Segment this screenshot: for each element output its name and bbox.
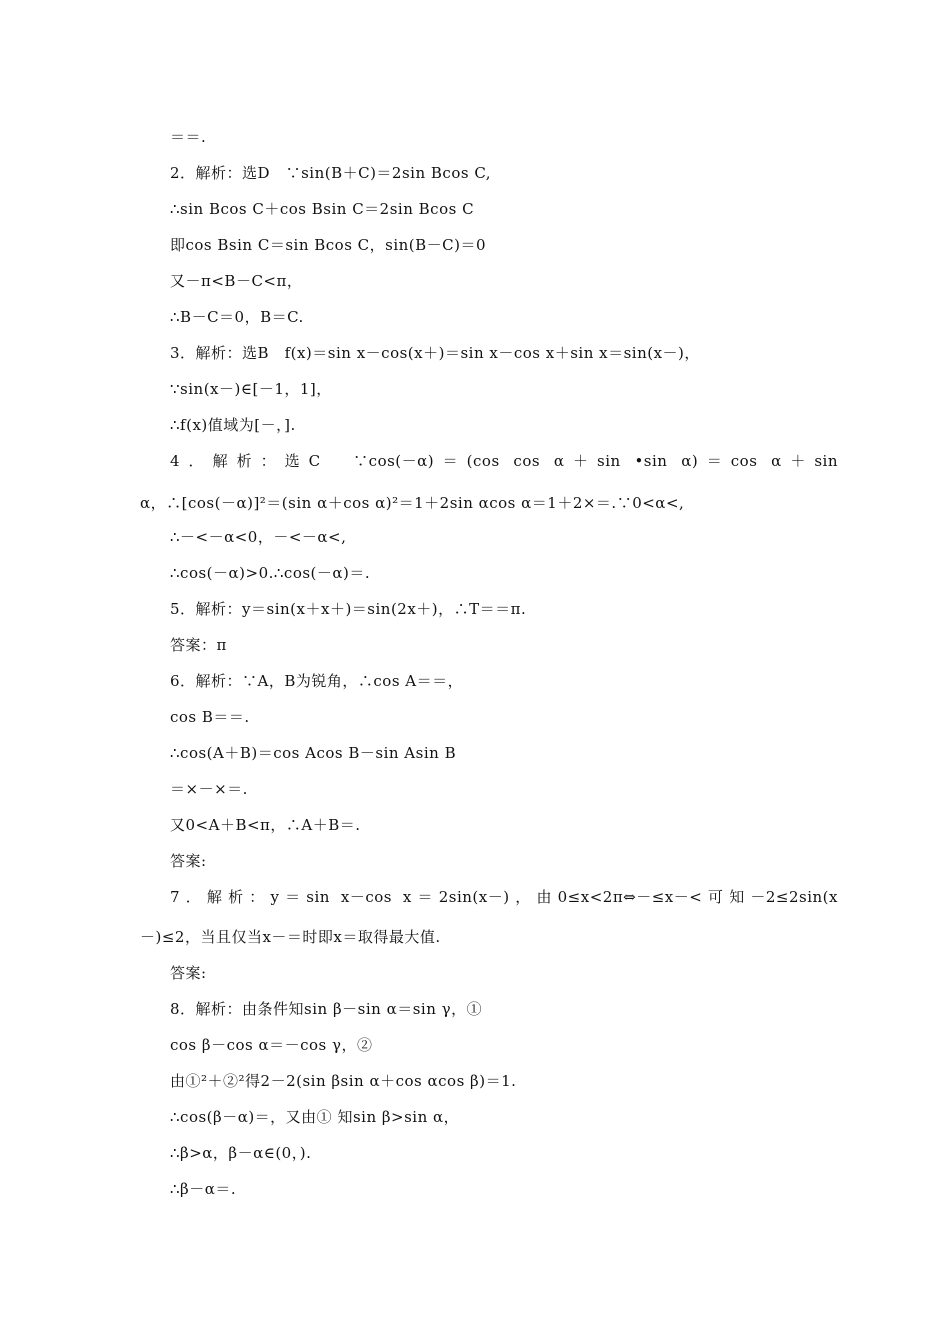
text-line: －)≤2，当且仅当x－＝时即x＝取得最大值. <box>140 928 441 946</box>
text-line: ∴β－α＝. <box>170 1180 237 1198</box>
text-line: 4．解析：选C ∵cos(－α)＝(cos cos α＋sin •sin α)＝cos α＋sin <box>170 452 838 470</box>
text-line: 2．解析：选D ∵sin(B＋C)＝2sin Bcos C, <box>170 164 492 182</box>
text-line: cos β－cos α＝－cos γ，② <box>170 1036 373 1054</box>
text-line: ∴cos(－α)>0.∴cos(－α)＝. <box>170 564 371 582</box>
text-line: 3．解析：选B f(x)＝sin x－cos(x＋)＝sin x－cos x＋sin x＝sin(x－)， <box>170 344 700 362</box>
text-line: 答案: <box>170 964 207 982</box>
text-line: 8．解析：由条件知sin β－sin α＝sin γ，① <box>170 1000 483 1018</box>
text-line: ∴－<－α<0，－<－α<, <box>170 528 347 546</box>
text-line: cos B＝＝. <box>170 708 250 726</box>
text-line: 答案：π <box>170 636 227 654</box>
text-line: α，∴[cos(－α)]²＝(sin α＋cos α)²＝1＋2sin αcos α＝1＋2×＝.∵0<α<, <box>140 494 685 512</box>
text-line: 又0<A＋B<π，∴A＋B＝. <box>170 816 361 834</box>
text-line: 6．解析：∵A，B为锐角，∴cos A＝＝， <box>170 672 464 690</box>
text-line: 答案: <box>170 852 207 870</box>
text-line: ∴cos(β－α)＝，又由① 知sin β>sin α， <box>170 1108 460 1126</box>
text-line: 5．解析：y＝sin(x＋x＋)＝sin(2x＋)，∴T＝＝π. <box>170 600 527 618</box>
text-line: ∴cos(A＋B)＝cos Acos B－sin Asin B <box>170 744 457 762</box>
text-line: ∴β>α，β－α∈(0，). <box>170 1144 312 1162</box>
text-line: ∴sin Bcos C＋cos Bsin C＝2sin Bcos C <box>170 200 475 218</box>
text-line: ∴f(x)值域为[－，]. <box>170 416 296 434</box>
text-line: 由①²＋②²得2－2(sin βsin α＋cos αcos β)＝1. <box>170 1072 517 1090</box>
text-line: ∴B－C＝0，B＝C. <box>170 308 304 326</box>
text-line: 即cos Bsin C＝sin Bcos C，sin(B－C)＝0 <box>170 236 487 254</box>
text-line: ＝＝. <box>170 128 207 146</box>
text-line: ＝×－×＝. <box>170 780 248 798</box>
text-line: 又－π<B－C<π， <box>170 272 303 290</box>
text-line: 7．解析：y＝sin x－cos x＝2sin(x－)，由0≤x<2π⇔－≤x－<可知－2≤2sin(x <box>170 888 838 906</box>
text-line: ∵sin(x－)∈[－1，1]， <box>170 380 332 398</box>
